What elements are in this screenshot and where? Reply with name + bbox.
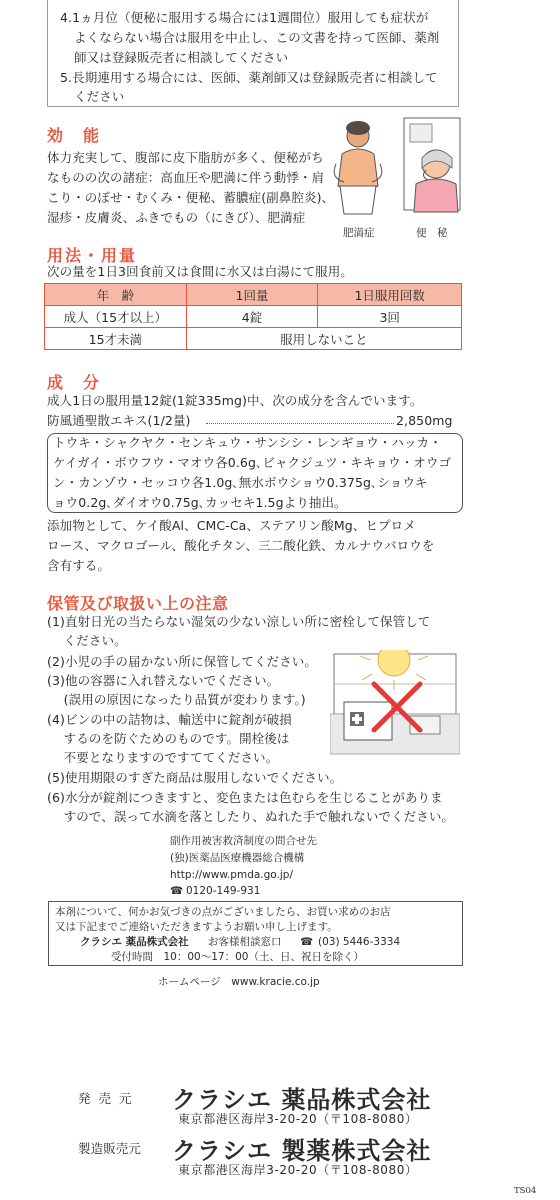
document-code: TS04 [514,1186,537,1196]
storage-illustration [330,650,460,755]
additive-line-3: 含有する。 [47,558,111,573]
dosage-table-header [45,284,462,306]
contact-line-2: 又は下記までご連絡いただきますようお願い申し上げます。 [55,921,338,933]
maker-name: クラシエ 製薬株式会社 [172,1137,432,1165]
constipation-woman-illustration [404,118,460,212]
storage-line-5: (誤用の原因になったり品質が変わります。) [47,692,306,707]
seller-address: 東京都港区海岸3-20-20（〒108-8080） [178,1112,418,1126]
contact-hours: 受付時間 10：00～17：00（土、日、祝日を除く） [111,951,364,963]
label-obesity: 肥満症 [343,227,375,239]
efficacy-line-3: こり・のぼせ・むくみ・便秘、蓄膿症(副鼻腔炎)、 [47,190,335,205]
contact-company: クラシエ 薬品株式会社 [80,936,189,948]
ingredients-heading: 成 分 [47,373,102,392]
row2-note: 服用しないこと [186,328,461,350]
efficacy-heading: 効 能 [47,126,102,145]
crude-drug-line-3: ン・カンゾウ・セッコウ各1.0g､無水ボウショウ0.375g､ショウキ [53,475,428,490]
efficacy-line-1: 体力充実して、腹部に皮下脂肪が多く、便秘がち [47,150,324,165]
storage-line-11: すので、誤って水滴を落としたり、ぬれた手で触れないでください。 [47,809,455,824]
relief-url[interactable]: http://www.pmda.go.jp/ [170,869,293,881]
storage-line-1: (1)直射日光の当たらない湿気の少ない涼しい所に密栓して保管して [47,614,431,629]
seller-name: クラシエ 薬品株式会社 [172,1086,432,1114]
contact-phone-icon: ☎ [300,936,314,948]
dosage-intro: 次の量を1日3回食前又は食間に水又は白湯にて服用。 [47,264,353,279]
row1-dose: 4錠 [186,306,318,328]
row1-age: 成人（15才以上） [45,306,187,328]
relief-line-2: (独)医薬品医療機器総合機構 [170,852,305,864]
storage-line-2: ください。 [47,633,127,648]
storage-line-9: (5)使用期限のすぎた商品は服用しないでください。 [47,770,343,785]
storage-heading: 保管及び取扱い上の注意 [47,594,229,613]
storage-line-3: (2)小児の手の届かない所に保管してください。 [47,654,318,669]
row1-times: 3回 [318,306,462,328]
storage-line-8: 不要となりますのですててください。 [47,750,279,765]
maker-label: 製造販売元 [78,1141,142,1156]
header-age: 年 齢 [45,284,187,306]
crude-drug-line-2: ケイガイ・ボウフウ・マオウ各0.6g､ビャクジュツ・キキョウ・オウゴ [53,455,452,470]
relief-phone: 0120-149-931 [186,885,261,897]
warning-line-5: ください [74,89,125,104]
header-single-dose: 1回量 [186,284,318,306]
storage-line-4: (3)他の容器に入れ替えないでください。 [47,673,280,688]
extract-leader-dots [206,423,394,424]
homepage[interactable]: ホームページ www.kracie.co.jp [158,976,320,988]
extract-name: 防風通聖散エキス(1/2量) [47,413,191,428]
efficacy-line-4: 湿疹・皮膚炎、ふきでもの（にきび）、肥満症 [47,210,306,225]
storage-line-10: (6)水分が錠剤につきますと、変色または色むらを生じることがありま [47,790,443,805]
table-row [45,328,462,350]
ingredients-line-1: 成人1日の服用量12錠(1錠335mg)中、次の成分を含んでいます。 [47,393,423,408]
warning-line-2: よくならない場合は服用を中止し、この文書を持って医師、薬剤 [74,30,440,45]
warning-line-4: 5.長期連用する場合には、医師、薬剤師又は登録販売者に相談して [60,70,438,85]
row2-age: 15才未満 [45,328,187,350]
warning-line-1: 4.1ヵ月位（便秘に服用する場合には1週間位）服用しても症状が [60,10,429,25]
warning-line-3: 師又は登録販売者に相談してください [74,50,289,65]
maker-address: 東京都港区海岸3-20-20（〒108-8080） [178,1163,418,1177]
storage-line-6: (4)ビンの中の詰物は、輸送中に錠剤が破損 [47,712,292,727]
crude-drug-line-1: トウキ・シャクヤク・センキュウ・サンシシ・レンギョウ・ハッカ・ [53,435,442,450]
additive-line-2: ロース、マクロゴール、酸化チタン、三二酸化鉄、カルナウバロウを [47,538,435,553]
seller-label: 発 売 元 [78,1091,134,1106]
contact-phone: (03) 5446-3334 [318,936,401,948]
header-daily-times: 1日服用回数 [318,284,462,306]
crude-drug-line-4: ョウ0.2g､ダイオウ0.75g､カッセキ1.5gより抽出。 [53,495,347,510]
extract-amount: 2,850mg [396,413,453,428]
relief-line-1: 副作用被害救済制度の問合せ先 [170,835,317,847]
table-row [45,306,462,328]
efficacy-line-2: なものの次の諸症：高血圧や肥満に伴う動悸・肩 [47,170,325,185]
dosage-table [44,283,462,350]
relief-phone-icon: ☎ [170,885,184,897]
contact-line-1: 本剤について、何かお気づきの点がございましたら、お買い求めのお店 [55,906,391,918]
label-constipation: 便 秘 [416,227,448,239]
symptom-illustration [330,114,465,226]
additive-line-1: 添加物として、ケイ酸Al、CMC-Ca、ステアリン酸Mg、ヒプロメ [47,518,416,533]
obese-woman-illustration [334,121,382,214]
dosage-heading: 用法・用量 [47,246,138,265]
storage-line-7: するのを防ぐためのものです。開栓後は [47,731,290,746]
contact-desk: お客様相談窓口 [208,936,282,948]
